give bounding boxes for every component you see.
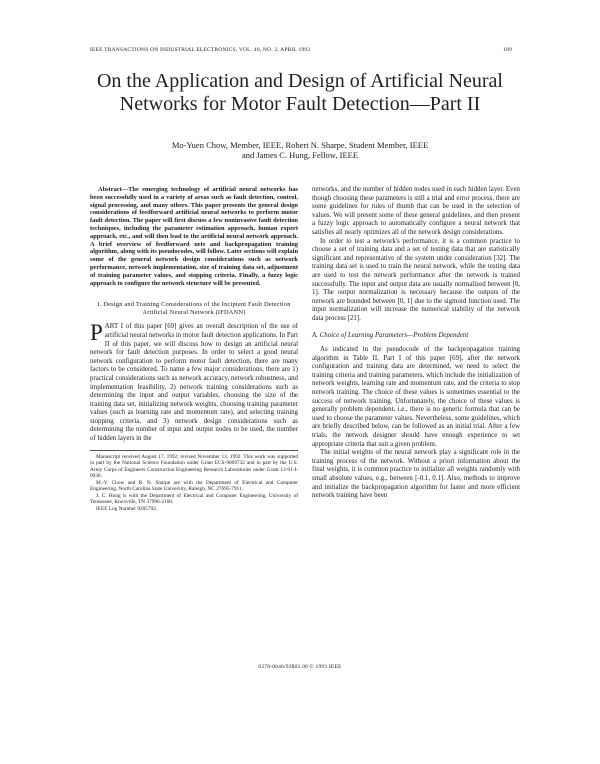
journal-name: IEEE TRANSACTIONS ON INDUSTRIAL ELECTRONICS, VOL. 40, NO. 2, APRIL 1993 [90, 47, 311, 53]
paragraph: networks, and the number of hidden nodes used in each hidden layer. Even though choosing these parameters is still a trial and error process, there are some guidelines for rules of thumb that can be used in the selection of values. We will present some of these general guidelines, and then present a fuzzy logic approach to automatically configure a neural network that satisfies all nearly optimizes all of the network design considerations. [312, 186, 520, 236]
drop-cap: P [90, 320, 103, 346]
left-column [90, 186, 298, 512]
section-heading: I. Design and Training Considerations of the Incipient Fault Detection Artificial Neural Network (IFDANN) [97, 301, 291, 317]
authors-line-1: Mo-Yuen Chow, Member, IEEE, Robert N. Sharpe, Student Member, IEEE [171, 140, 429, 150]
footnote-manuscript: Manuscript received August 17, 1992; revised November 13, 1992. This work was supported in part by the National Science Foundation under Grant ECS-9009732 and in part by the U.S. Army Corps of Engineers Construction Engineering Research Laboratories under Grant 13-91-I-0038. [90, 453, 298, 480]
paragraph: The initial weights of the neural network play a significant role in the training process of the network. Without a priori information about the final weights, it is common practice to initialize all weights randomly with small absolute values, e.g., between [-0.1, 0.1]. Also, methods to improve and initialize the backpropagation algorithm for faster and more efficient network training have been [312, 449, 520, 500]
right-column [312, 186, 520, 501]
footnotes [90, 450, 298, 513]
authors-line-2: and James C. Hung, Fellow, IEEE [241, 150, 359, 160]
subsection-heading: A. Choice of Learning Parameters—Problem Dependent [312, 331, 469, 339]
author-block [60, 140, 540, 160]
footnote-affiliation-1: M.-Y. Chow and R. N. Sharpe are with the Department of Electrical and Computer Engineering, North Carolina State University, Raleigh, NC 27695-7911. [90, 479, 298, 493]
page-number: 189 [503, 47, 512, 53]
paragraph: In order to test a network's performance, it is a common practice to choose a set of training data and a set of testing data that are statistically significant and representative of the system under consideration [32]. The training data set is used to train the neural network, while the testing data are used to test the network performance after the network is trained successfully. The input and output data are usually normalized between [0, 1]. The output normalization is necessary because the outputs of the network are bounded between [0, 1] due to the sigmoid function used. The input normalization will increase the numerical stability of the network data process [21]. [312, 237, 520, 322]
running-header [90, 47, 512, 57]
footnote-affiliation-2: J. C. Hung is with the Department of Electrical and Computer Engineering, University of Tennessee, Knoxville, TN 37996-2100. [90, 492, 298, 506]
copyright-line: 0278-0046/93$03.00 © 1993 IEEE [258, 664, 342, 670]
paragraph: As indicated in the pseudocode of the backpropagation training algorithm in Table II, Part I of this paper [69], after the network configuration and training data are determined, we need to select the training criteria and training parameters, which include the initialization of network weights, learning rate and momentum rate, and the criteria to stop network training. The choice of these values is sometimes essential to the success of network training. Unfortunately, the choice of these values is generally problem dependent, i.e., there is no generic formula that can be used to choose the parameter values. Nevertheless, some guidelines, which are briefly described below, can be followed as an initial trial. After a few trials, the network designer should have enough experience to set appropriate criteria that suit a given problem. [312, 346, 520, 448]
section-1-text: ART I of this paper [69] gives an overall description of the use of artificial neural networks in motor fault detection applications. In Part II of this paper, we will discuss how to design an artificial neural network for fault detection purposes. In order to select a good neural network configuration to perform motor fault detection, there are many factors to be considered. To name a few major considerations, there are 1) practical considerations such as network accuracy, network robustness, and implementation feasibility, 2) network training considerations such as determining the input and output variables, choosing the size of the training data set, initializing network weights, choosing training parameter values (such as learning rate and momentum rate), and selecting training stopping criteria, and 3) network design considerations such as determining the number of input and output nodes to be used, the number of hidden layers in the [90, 323, 298, 443]
footnote-log-number: IEEE Log Number 9205792. [96, 505, 158, 512]
abstract: Abstract—The emerging technology of artificial neural networks has been successfully used in a variety of areas such as fault detection, control, signal processing, and many others. This paper presents the general design considerations of feedforward artificial neural networks to perform motor fault detection. The paper will first discuss a few noninvasive fault detection techniques, including the parameter estimation approach, human expert approach, etc., and will then lead to the artificial neural network approach. A brief overview of feedforward nets and backpropagation training algorithm, along with its pseudocodes, will follow. Later sections will explain some of the general network design considerations such as network performance, network implementation, size of training data set, adjustment of training parameter values, and stopping criteria. Finally, a fuzzy logic approach to configure the network structure will be presented. [90, 186, 298, 287]
paper-title: On the Application and Design of Artificial Neural Networks for Motor Fault Detection—Part II [96, 70, 503, 115]
section-1-paragraph [90, 320, 298, 443]
